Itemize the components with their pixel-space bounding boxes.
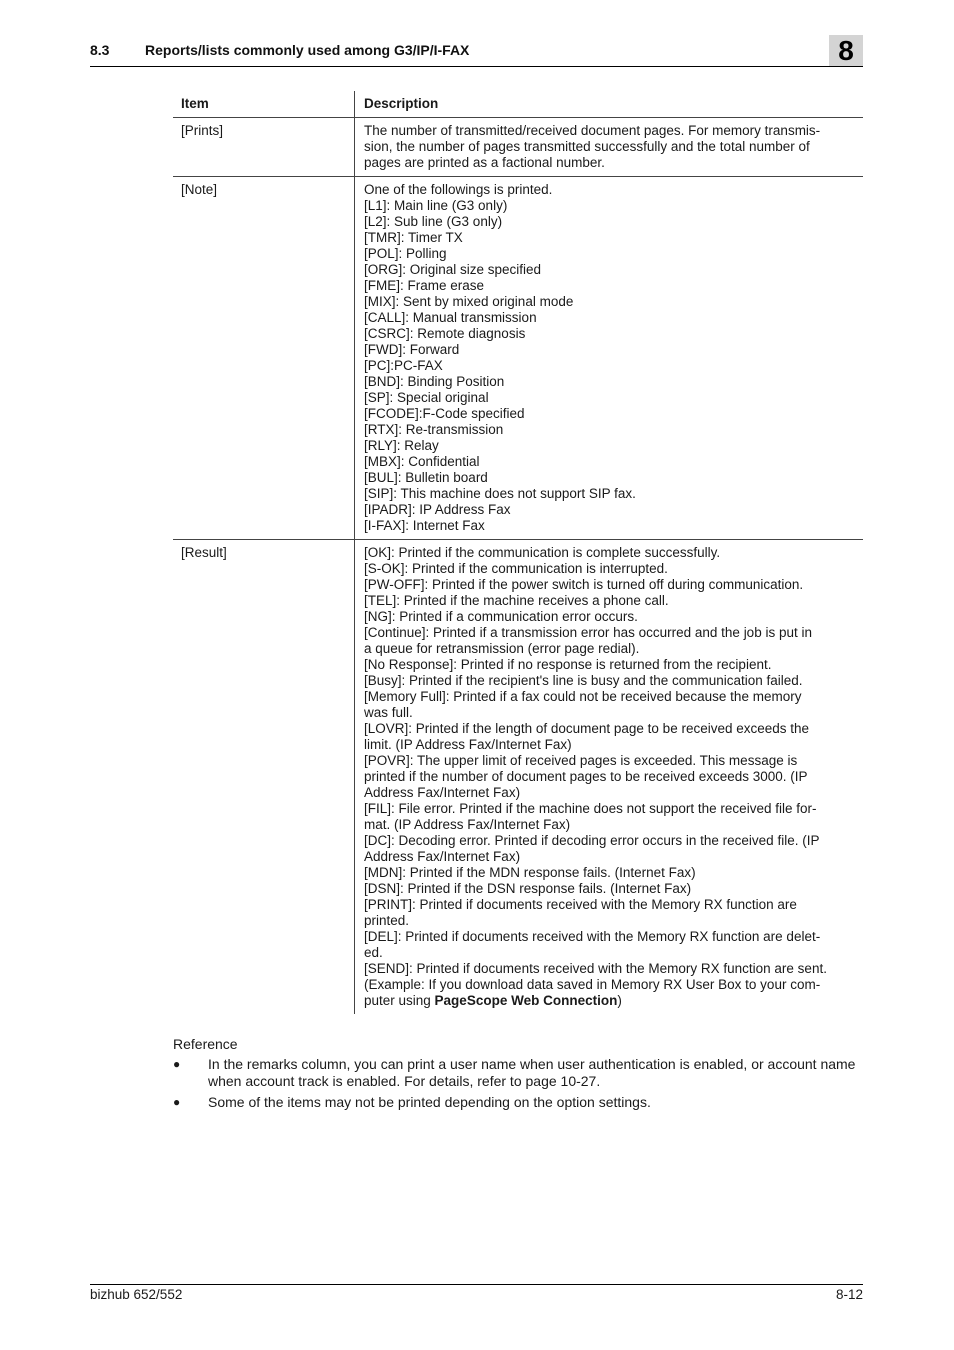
page-footer <box>90 1284 863 1302</box>
list-item-text: In the remarks column, you can print a user name when user authentication is enabled, or account name when account track is enabled. For details, refer to page 10-27. <box>208 1056 856 1089</box>
description-line: [No Response]: Printed if no response is returned from the recipient. <box>364 657 772 672</box>
description-line: [MIX]: Sent by mixed original mode <box>364 294 574 309</box>
chapter-badge: 8 <box>829 35 863 66</box>
description-line: [FME]: Frame erase <box>364 278 485 293</box>
description-line: Address Fax/Internet Fax) <box>364 785 521 800</box>
description-line: [SP]: Special original <box>364 390 489 405</box>
reports-table <box>173 91 863 1014</box>
item-note: [Note] <box>173 177 355 539</box>
description-line: The number of transmitted/received document pages. For memory transmis- <box>364 123 821 138</box>
description-line: [CSRC]: Remote diagnosis <box>364 326 526 341</box>
description-line: [OK]: Printed if the communication is complete successfully. <box>364 545 721 560</box>
description-line: [L2]: Sub line (G3 only) <box>364 214 503 229</box>
description-line: [DC]: Decoding error. Printed if decoding error occurs in the received file. (IP <box>364 833 820 848</box>
description-line: [ORG]: Original size specified <box>364 262 542 277</box>
column-header-description: Description <box>364 96 439 111</box>
page-header <box>90 34 863 67</box>
description-line: [FIL]: File error. Printed if the machine does not support the received file for- <box>364 801 817 816</box>
description-line: [TEL]: Printed if the machine receives a phone call. <box>364 593 669 608</box>
description-line: limit. (IP Address Fax/Internet Fax) <box>364 737 572 752</box>
list-item <box>173 1056 863 1090</box>
description-line: [LOVR]: Printed if the length of document page to be received exceeds the <box>364 721 810 736</box>
description-line: mat. (IP Address Fax/Internet Fax) <box>364 817 571 832</box>
description-line: [PRINT]: Printed if documents received with the Memory RX function are <box>364 897 797 912</box>
description-line: [RLY]: Relay <box>364 438 439 453</box>
product-name: bizhub 652/552 <box>90 1287 183 1302</box>
description-line: [POL]: Polling <box>364 246 447 261</box>
list-item <box>173 1094 863 1111</box>
description-line: [DSN]: Printed if the DSN response fails. (Internet Fax) <box>364 881 692 896</box>
table-row-result <box>173 540 863 1014</box>
description-line: [DEL]: Printed if documents received with the Memory RX function are delet- <box>364 929 821 944</box>
description-result <box>355 540 863 1014</box>
description-prints <box>355 118 863 176</box>
description-line: printed. <box>364 913 410 928</box>
description-line: [MBX]: Confidential <box>364 454 480 469</box>
description-line: [TMR]: Timer TX <box>364 230 463 245</box>
description-line: pages are printed as a factional number. <box>364 155 605 170</box>
table-header-row <box>173 91 863 118</box>
description-line: [CALL]: Manual transmission <box>364 310 537 325</box>
description-line: [BUL]: Bulletin board <box>364 470 488 485</box>
description-line: printed if the number of document pages to be received exceeds 3000. (IP <box>364 769 808 784</box>
column-header-item: Item <box>173 91 355 117</box>
last-line-prefix: puter using <box>364 993 435 1008</box>
description-line: [FWD]: Forward <box>364 342 460 357</box>
section-title: Reports/lists commonly used among G3/IP/I-FAX <box>145 42 470 58</box>
table-row-note <box>173 177 863 540</box>
description-line: ed. <box>364 945 383 960</box>
last-line-suffix: ) <box>617 993 622 1008</box>
description-line: [SIP]: This machine does not support SIP fax. <box>364 486 636 501</box>
item-prints: [Prints] <box>173 118 355 176</box>
description-line: sion, the number of pages transmitted successfully and the total number of <box>364 139 810 154</box>
table-row-prints <box>173 118 863 177</box>
description-line: (Example: If you download data saved in Memory RX User Box to your com- <box>364 977 821 992</box>
pagescope-web-connection-label: PageScope Web Connection <box>434 993 618 1008</box>
description-line: [IPADR]: IP Address Fax <box>364 502 511 517</box>
reference-list <box>173 1056 863 1115</box>
description-line: [S-OK]: Printed if the communication is interrupted. <box>364 561 668 576</box>
description-line: [FCODE]:F-Code specified <box>364 406 525 421</box>
description-line: [SEND]: Printed if documents received with the Memory RX function are sent. <box>364 961 827 976</box>
page-number: 8-12 <box>835 1287 863 1302</box>
description-line: One of the followings is printed. <box>364 182 553 197</box>
description-line: [MDN]: Printed if the MDN response fails. (Internet Fax) <box>364 865 696 880</box>
reference-heading: Reference <box>173 1036 238 1052</box>
description-line: [L1]: Main line (G3 only) <box>364 198 508 213</box>
description-line: a queue for retransmission (error page redial). <box>364 641 640 656</box>
description-line: [Continue]: Printed if a transmission error has occurred and the job is put in <box>364 625 812 640</box>
description-line-last <box>364 993 855 1009</box>
description-line: [BND]: Binding Position <box>364 374 505 389</box>
bullet-icon: ● <box>173 1057 181 1071</box>
description-line: [RTX]: Re-transmission <box>364 422 504 437</box>
description-line: Address Fax/Internet Fax) <box>364 849 521 864</box>
description-note <box>355 177 863 539</box>
description-line: [NG]: Printed if a communication error occurs. <box>364 609 638 624</box>
description-line: [I-FAX]: Internet Fax <box>364 518 485 533</box>
description-line: [Memory Full]: Printed if a fax could not be received because the memory <box>364 689 802 704</box>
description-line: [PC]:PC-FAX <box>364 358 443 373</box>
list-item-text: Some of the items may not be printed depending on the option settings. <box>208 1094 651 1110</box>
description-line: [Busy]: Printed if the recipient's line is busy and the communication failed. <box>364 673 803 688</box>
item-result: [Result] <box>173 540 355 1014</box>
bullet-icon: ● <box>173 1095 181 1109</box>
section-number: 8.3 <box>90 42 110 58</box>
description-line: [POVR]: The upper limit of received pages is exceeded. This message is <box>364 753 798 768</box>
description-line: was full. <box>364 705 413 720</box>
description-line: [PW-OFF]: Printed if the power switch is turned off during communication. <box>364 577 804 592</box>
